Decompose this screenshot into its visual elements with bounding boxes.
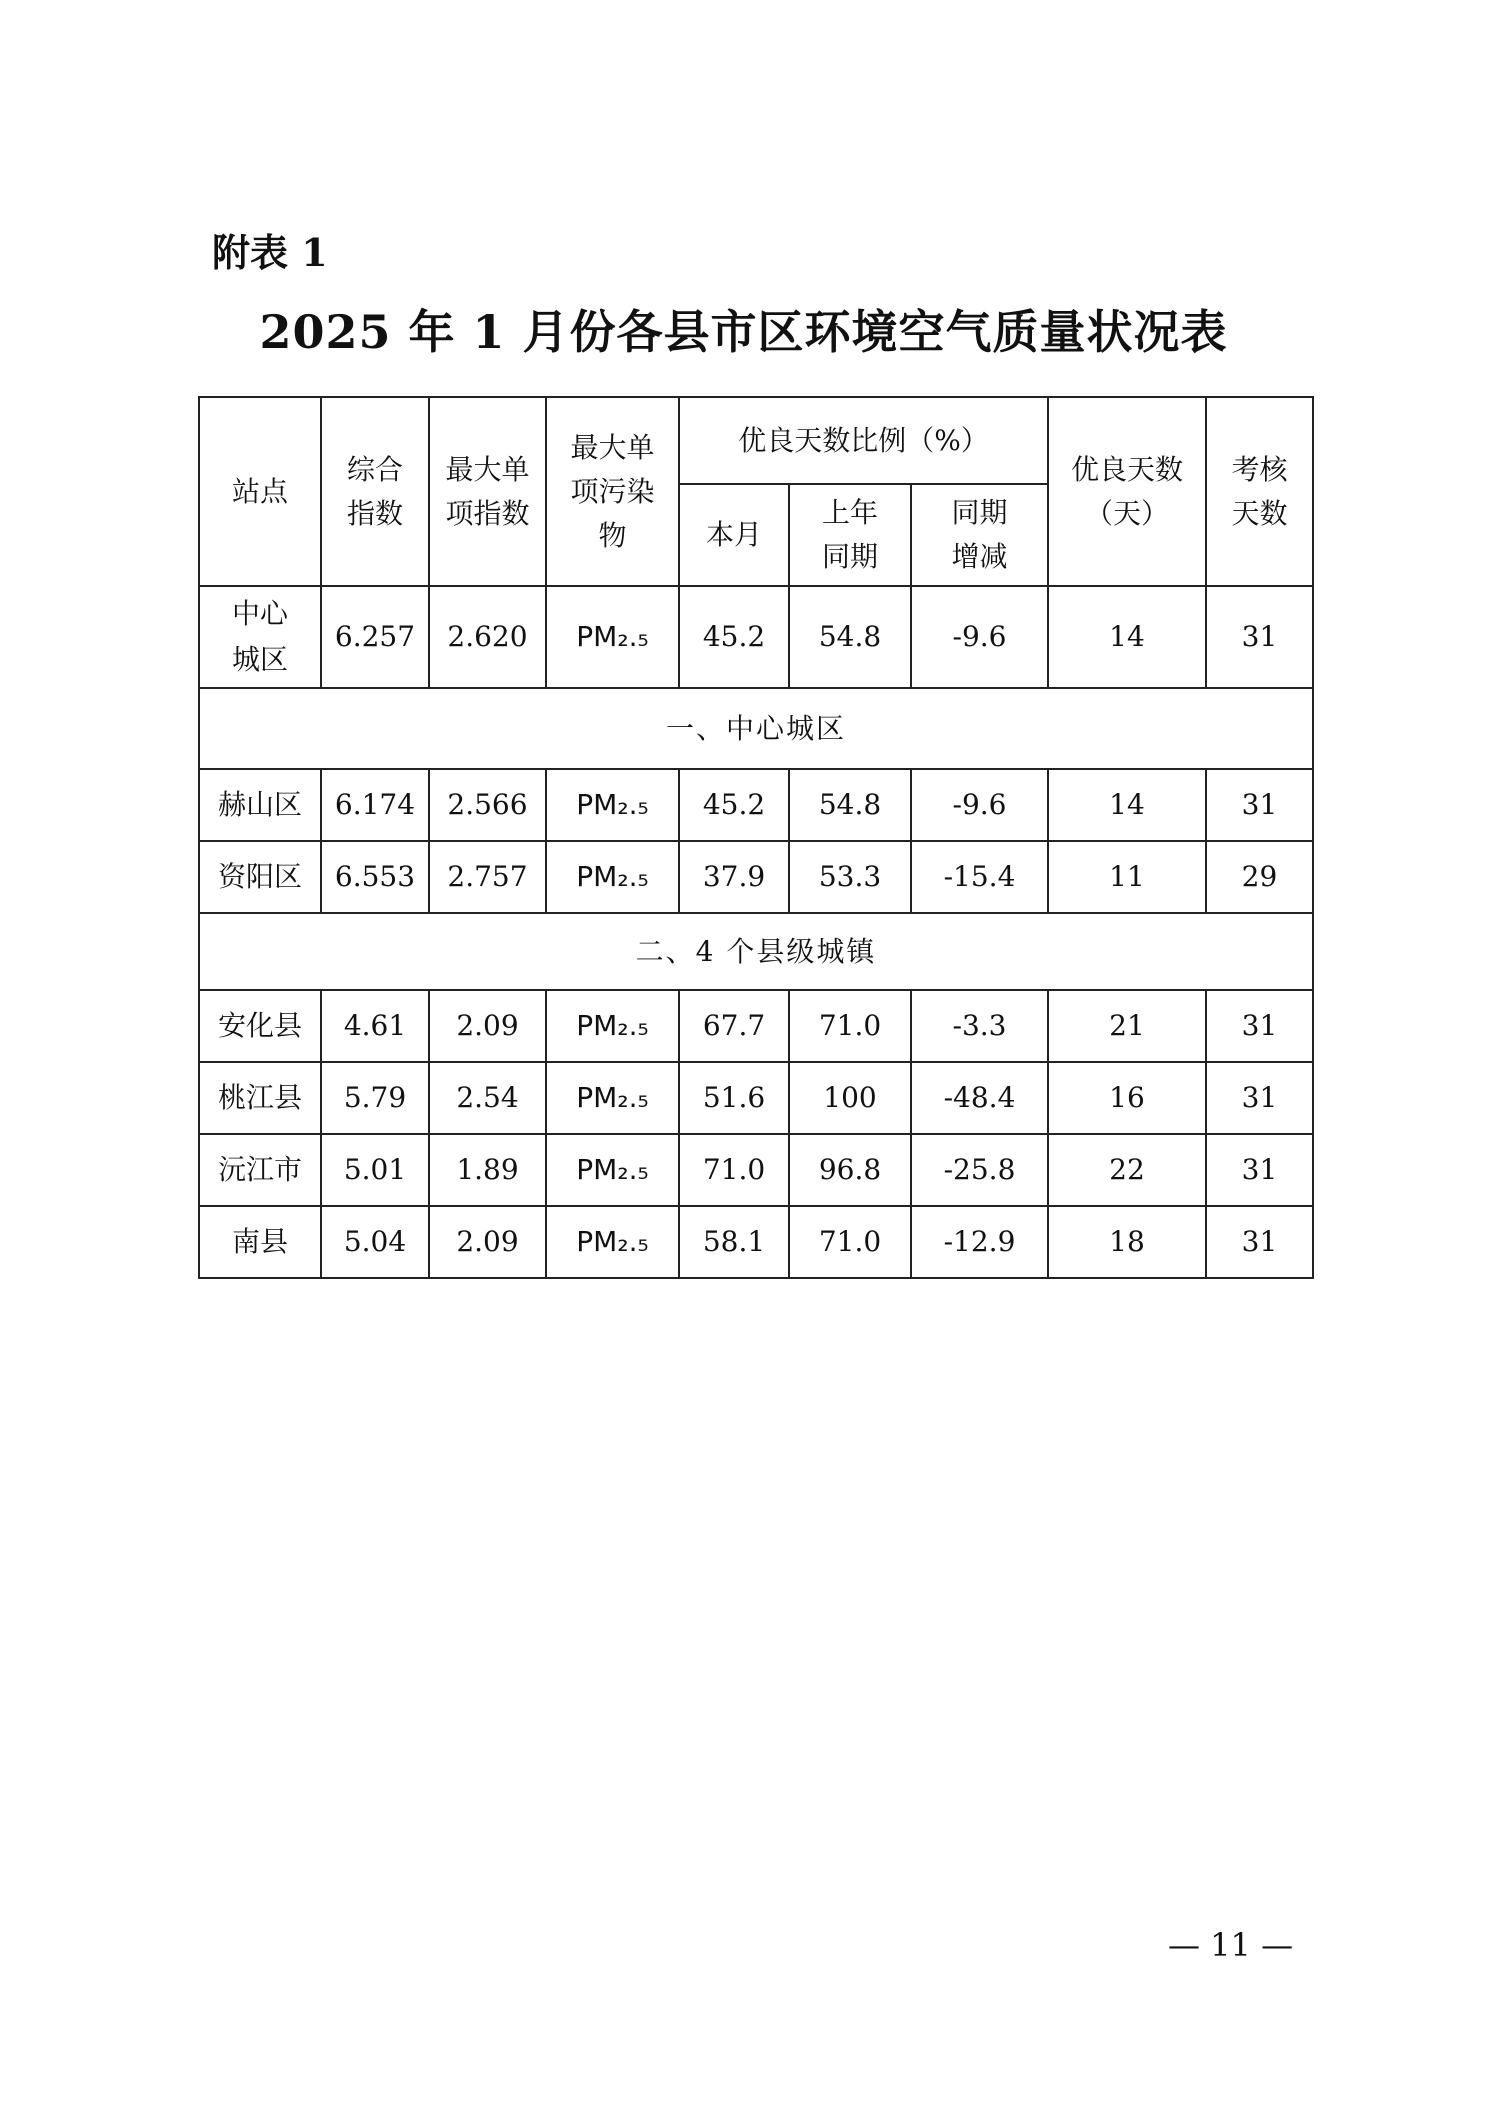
cell-max-index: 2.757 xyxy=(429,841,546,913)
cell-this-month: 37.9 xyxy=(679,841,789,913)
document-title: 2025 年 1 月份各县市区环境空气质量状况表 xyxy=(259,305,1228,359)
cell-change: -25.8 xyxy=(911,1134,1048,1206)
cell-max-index: 2.54 xyxy=(429,1062,546,1134)
cell-this-month: 58.1 xyxy=(679,1206,789,1278)
cell-pollutant: PM₂.₅ xyxy=(546,990,679,1062)
cell-pollutant: PM₂.₅ xyxy=(546,769,679,841)
cell-composite: 5.04 xyxy=(321,1206,429,1278)
cell-last-year: 96.8 xyxy=(789,1134,911,1206)
cell-assess-days: 31 xyxy=(1206,769,1313,841)
cell-assess-days: 31 xyxy=(1206,990,1313,1062)
cell-change: -9.6 xyxy=(911,769,1048,841)
header-max-pollutant-line1: 最大单 xyxy=(570,430,655,464)
cell-station xyxy=(199,586,321,688)
header-last-year xyxy=(789,484,911,586)
cell-max-index: 2.09 xyxy=(429,990,546,1062)
cell-composite: 4.61 xyxy=(321,990,429,1062)
header-change-line2: 增减 xyxy=(951,540,1008,573)
table-row xyxy=(199,769,1313,841)
table-row xyxy=(199,1062,1313,1134)
cell-pollutant: PM₂.₅ xyxy=(546,1134,679,1206)
cell-last-year: 100 xyxy=(789,1062,911,1134)
cell-good-days: 14 xyxy=(1048,586,1206,688)
cell-assess-days: 31 xyxy=(1206,1062,1313,1134)
summary-station-line1: 中心 xyxy=(231,597,288,630)
header-good-days-line1: 优良天数 xyxy=(1070,452,1183,486)
header-assess-days xyxy=(1206,397,1313,586)
cell-good-days: 18 xyxy=(1048,1206,1206,1278)
cell-change: -3.3 xyxy=(911,990,1048,1062)
cell-this-month: 45.2 xyxy=(679,586,789,688)
section-heading-counties: 二、4 个县级城镇 xyxy=(199,913,1313,990)
cell-assess-days: 31 xyxy=(1206,586,1313,688)
header-last-year-line2: 同期 xyxy=(821,540,878,573)
table-row-summary xyxy=(199,586,1313,688)
cell-station: 桃江县 xyxy=(199,1062,321,1134)
cell-change: -15.4 xyxy=(911,841,1048,913)
cell-station: 资阳区 xyxy=(199,841,321,913)
cell-max-index: 1.89 xyxy=(429,1134,546,1206)
cell-max-index: 2.620 xyxy=(429,586,546,688)
table-row xyxy=(199,1134,1313,1206)
cell-good-days: 22 xyxy=(1048,1134,1206,1206)
cell-last-year: 54.8 xyxy=(789,769,911,841)
header-max-single-index-line1: 最大单 xyxy=(445,452,530,486)
page-number: — 11 — xyxy=(1168,1926,1294,1964)
header-composite-index-line2: 指数 xyxy=(346,496,403,530)
cell-assess-days: 31 xyxy=(1206,1206,1313,1278)
cell-station: 安化县 xyxy=(199,990,321,1062)
cell-station: 南县 xyxy=(199,1206,321,1278)
header-good-ratio: 优良天数比例（%） xyxy=(679,397,1048,484)
summary-station-line2: 城区 xyxy=(231,643,288,676)
cell-last-year: 54.8 xyxy=(789,586,911,688)
cell-assess-days: 29 xyxy=(1206,841,1313,913)
table-row xyxy=(199,1206,1313,1278)
section-heading-central: 一、中心城区 xyxy=(199,688,1313,769)
air-quality-table xyxy=(198,396,1314,1279)
table-row xyxy=(199,841,1313,913)
cell-this-month: 51.6 xyxy=(679,1062,789,1134)
header-composite-index-line1: 综合 xyxy=(346,452,403,486)
cell-composite: 6.174 xyxy=(321,769,429,841)
header-max-pollutant-line3: 物 xyxy=(598,518,627,552)
cell-pollutant: PM₂.₅ xyxy=(546,841,679,913)
header-change-line1: 同期 xyxy=(951,496,1008,529)
cell-composite: 6.257 xyxy=(321,586,429,688)
cell-pollutant: PM₂.₅ xyxy=(546,586,679,688)
cell-max-index: 2.09 xyxy=(429,1206,546,1278)
cell-pollutant: PM₂.₅ xyxy=(546,1062,679,1134)
header-assess-days-line2: 天数 xyxy=(1231,496,1288,530)
cell-composite: 6.553 xyxy=(321,841,429,913)
header-max-single-index xyxy=(429,397,546,586)
cell-station: 赫山区 xyxy=(199,769,321,841)
header-good-days xyxy=(1048,397,1206,586)
header-max-single-index-line2: 项指数 xyxy=(445,496,530,530)
header-change xyxy=(911,484,1048,586)
cell-last-year: 71.0 xyxy=(789,1206,911,1278)
cell-this-month: 67.7 xyxy=(679,990,789,1062)
cell-this-month: 71.0 xyxy=(679,1134,789,1206)
cell-pollutant: PM₂.₅ xyxy=(546,1206,679,1278)
cell-good-days: 21 xyxy=(1048,990,1206,1062)
cell-change: -48.4 xyxy=(911,1062,1048,1134)
cell-change: -9.6 xyxy=(911,586,1048,688)
annex-label: 附表 1 xyxy=(212,230,328,275)
cell-assess-days: 31 xyxy=(1206,1134,1313,1206)
header-max-pollutant-line2: 项污染 xyxy=(570,474,655,508)
cell-station: 沅江市 xyxy=(199,1134,321,1206)
cell-this-month: 45.2 xyxy=(679,769,789,841)
cell-good-days: 14 xyxy=(1048,769,1206,841)
cell-change: -12.9 xyxy=(911,1206,1048,1278)
cell-last-year: 71.0 xyxy=(789,990,911,1062)
header-last-year-line1: 上年 xyxy=(821,496,878,529)
header-station: 站点 xyxy=(199,397,321,586)
cell-composite: 5.01 xyxy=(321,1134,429,1206)
header-this-month: 本月 xyxy=(679,484,789,586)
cell-composite: 5.79 xyxy=(321,1062,429,1134)
cell-max-index: 2.566 xyxy=(429,769,546,841)
table-row xyxy=(199,990,1313,1062)
header-assess-days-line1: 考核 xyxy=(1231,452,1288,486)
header-composite-index xyxy=(321,397,429,586)
header-good-days-line2: （天） xyxy=(1084,496,1169,530)
cell-last-year: 53.3 xyxy=(789,841,911,913)
header-max-pollutant xyxy=(546,397,679,586)
cell-good-days: 16 xyxy=(1048,1062,1206,1134)
cell-good-days: 11 xyxy=(1048,841,1206,913)
